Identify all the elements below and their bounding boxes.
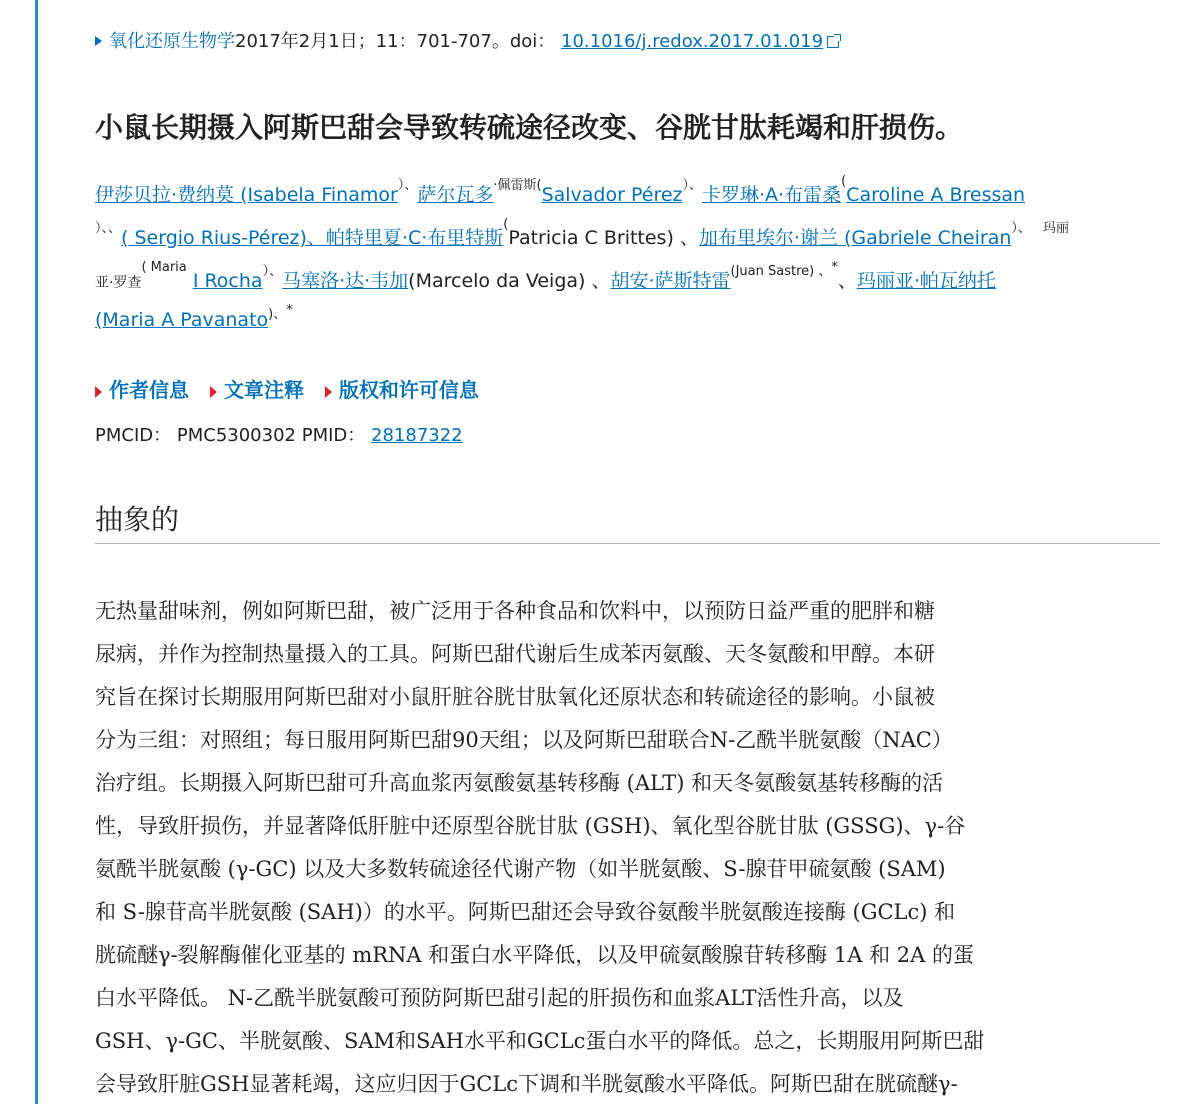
author-separator: ）、 [682, 178, 703, 193]
author-link[interactable]: ( Sergio Rius-Pérez)、帕特里夏·C·布里特斯 [121, 227, 504, 249]
author-info-toggle[interactable] [95, 378, 189, 402]
author-link[interactable]: Caroline A Bressan [846, 184, 1026, 206]
citation-line [95, 28, 839, 56]
author-line [95, 260, 996, 306]
author-affiliation-sup: (Juan Sastre) 、 [730, 264, 832, 279]
info-link-label: 作者信息 [109, 378, 189, 402]
author-line [95, 174, 1026, 220]
abstract-line: 和 S-腺苷高半胱氨酸 (SAH)）的水平。阿斯巴甜还会导致谷氨酸半胱氨酸连接酶 (GCLc) 和 [95, 900, 956, 924]
caret-right-icon [95, 386, 102, 398]
author-text: 亚·罗查 [95, 275, 142, 291]
caret-right-icon [95, 36, 102, 46]
abstract-line: 会导致肝脏GSH显著耗竭，这应归因于GCLc下调和半胱氨酸水平降低。阿斯巴甜在胱硫醚γ- [95, 1072, 958, 1096]
caret-right-icon [210, 386, 217, 398]
author-separator: ）、 [262, 264, 283, 279]
corresponding-star: * [286, 303, 293, 318]
author-link[interactable]: 玛丽亚·帕瓦纳托 [856, 270, 996, 292]
article-notes-toggle[interactable] [210, 378, 304, 402]
author-link[interactable]: 加布里埃尔·谢兰 (Gabriele Cheiran [698, 227, 1012, 249]
author-affiliation-sup: ( Maria [141, 260, 187, 275]
author-line [95, 303, 293, 349]
author-link[interactable]: 卡罗琳·A·布雷桑 [702, 184, 842, 206]
author-separator: ）、 [1011, 221, 1031, 236]
citation-details: 2017年2月1日；11：701-707。doi： [235, 31, 556, 52]
journal-link[interactable]: 氧化还原生物学 [109, 31, 235, 52]
author-link[interactable]: 伊莎贝拉·费纳莫 (Isabela Finamor [95, 184, 398, 206]
article-info-links [95, 374, 493, 403]
author-link[interactable]: I Rocha [192, 270, 263, 292]
author-affiliation-sup: 玛丽 [1043, 221, 1070, 236]
abstract-line: 胱硫醚γ-裂解酶催化亚基的 mRNA 和蛋白水平降低，以及甲硫氨酸腺苷转移酶 1A 和 2A 的蛋 [95, 943, 975, 967]
caret-right-icon [325, 386, 332, 398]
pmcid-value: PMC5300302 [176, 425, 296, 446]
abstract-heading: 抽象的 [95, 503, 180, 536]
external-link-icon [827, 36, 839, 48]
abstract-line: 分为三组：对照组；每日服用阿斯巴甜90天组；以及阿斯巴甜联合N-乙酰半胱氨酸（NAC） [95, 728, 953, 752]
author-separator: ）、、 [95, 221, 122, 236]
author-text: Patricia C Brittes) 、 [508, 227, 699, 249]
author-separator: ）、 [397, 178, 418, 193]
abstract-line: 究旨在探讨长期服用阿斯巴甜对小鼠肝脏谷胱甘肽氧化还原状态和转硫途径的影响。小鼠被 [95, 685, 935, 709]
author-affiliation-sup: ( [841, 174, 847, 189]
author-text: (Marcelo da Veiga) 、 [408, 270, 611, 292]
abstract-line: 尿病，并作为控制热量摄入的工具。阿斯巴甜代谢后生成苯丙氨酸、天冬氨酸和甲醇。本研 [95, 642, 935, 666]
pmid-link[interactable]: 28187322 [371, 425, 463, 446]
author-link[interactable]: 马塞洛·达·韦加 [282, 270, 409, 292]
article-title: 小鼠长期摄入阿斯巴甜会导致转硫途径改变、谷胱甘肽耗竭和肝损伤。 [95, 111, 964, 144]
author-link[interactable]: (Maria A Pavanato [95, 309, 269, 331]
pmcid-label: PMCID： [95, 425, 172, 446]
author-separator: )、 [268, 307, 287, 322]
left-accent-rule [35, 0, 38, 1104]
author-link[interactable]: 胡安·萨斯特雷 [610, 270, 731, 292]
abstract-line: 无热量甜味剂，例如阿斯巴甜，被广泛用于各种食品和饮料中，以预防日益严重的肥胖和糖 [95, 599, 935, 623]
article-ids [95, 422, 463, 450]
author-separator: 、 [837, 270, 857, 292]
author-line [95, 217, 1070, 263]
author-affiliation-sup: ·佩雷斯( [493, 178, 542, 193]
abstract-line: 白水平降低。 N-乙酰半胱氨酸可预防阿斯巴甜引起的肝损伤和血浆ALT活性升高，以及 [95, 986, 904, 1010]
author-link[interactable]: 萨尔瓦多 [417, 184, 494, 206]
copyright-info-toggle[interactable] [325, 378, 479, 402]
info-link-label: 版权和许可信息 [338, 378, 479, 402]
author-link[interactable]: Salvador Pérez [541, 184, 683, 206]
abstract-line: GSH、γ-GC、半胱氨酸、SAM和SAH水平和GCLc蛋白水平的降低。总之，长期服用阿斯巴甜 [95, 1029, 985, 1053]
info-link-label: 文章注释 [223, 378, 304, 402]
abstract-line: 性，导致肝损伤，并显著降低肝脏中还原型谷胱甘肽 (GSH)、氧化型谷胱甘肽 (GSSG)、γ-谷 [95, 814, 966, 838]
corresponding-star: * [831, 260, 838, 275]
abstract-line: 氨酰半胱氨酸 (γ-GC) 以及大多数转硫途径代谢产物（如半胱氨酸、S-腺苷甲硫氨酸 (SAM) [95, 857, 946, 881]
author-affiliation-sup: ( [503, 217, 509, 232]
abstract-line: 治疗组。长期摄入阿斯巴甜可升高血浆丙氨酸氨基转移酶 (ALT) 和天冬氨酸氨基转移酶的活 [95, 771, 944, 795]
doi-link[interactable]: 10.1016/j.redox.2017.01.019 [561, 31, 824, 52]
section-divider [95, 543, 1160, 544]
pmid-label: PMID： [301, 425, 366, 446]
